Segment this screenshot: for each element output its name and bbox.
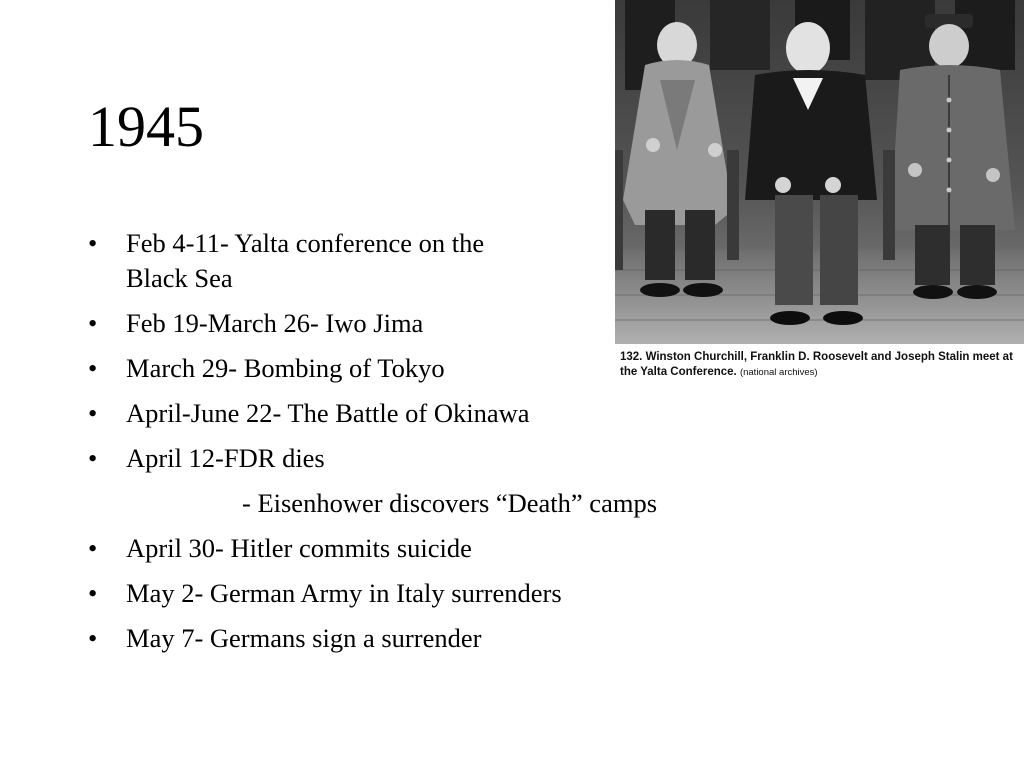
bullet-item	[88, 441, 657, 476]
bullet-dot: •	[88, 398, 98, 428]
bullet-item	[88, 576, 657, 611]
bullet-text-continued: Black Sea	[126, 263, 233, 293]
bullet-dot: •	[88, 353, 98, 383]
bullet-dot: •	[88, 623, 98, 653]
bullet-text: Feb 4-11- Yalta conference on the	[126, 228, 485, 258]
bullet-item	[88, 306, 657, 341]
bullet-text: May 7- Germans sign a surrender	[126, 623, 482, 653]
bullet-dot: •	[88, 308, 98, 338]
bullet-text: May 2- German Army in Italy surrenders	[126, 578, 562, 608]
bullet-item	[88, 531, 657, 566]
bullet-text: March 29- Bombing of Tokyo	[126, 353, 445, 383]
bullet-text: Feb 19-March 26- Iwo Jima	[126, 308, 424, 338]
bullet-text: April 12-FDR dies	[126, 443, 325, 473]
caption-text: 132. Winston Churchill, Franklin D. Roosevelt and Joseph Stalin meet at the Yalta Conference.	[620, 351, 1013, 378]
bullet-item	[88, 621, 657, 656]
bullet-item	[88, 226, 657, 296]
bullet-dot: •	[88, 578, 98, 608]
caption-credit: (national archives)	[739, 367, 818, 378]
bullet-dot: •	[88, 228, 98, 258]
slide-title: 1945	[88, 94, 204, 159]
photo-caption	[620, 350, 1024, 380]
bullet-dot: •	[88, 533, 98, 563]
bullet-text: April-June 22- The Battle of Okinawa	[126, 398, 530, 428]
sub-bullet-text: - Eisenhower discovers “Death” camps	[242, 488, 658, 518]
sub-bullet-item	[88, 486, 657, 521]
photo-figure	[612, 0, 1024, 386]
bullet-item	[88, 351, 657, 386]
bullet-list	[88, 226, 657, 666]
yalta-conference-photo	[615, 0, 1024, 344]
bullet-text: April 30- Hitler commits suicide	[126, 533, 472, 563]
bullet-item	[88, 396, 657, 431]
bullet-dot: •	[88, 443, 98, 473]
